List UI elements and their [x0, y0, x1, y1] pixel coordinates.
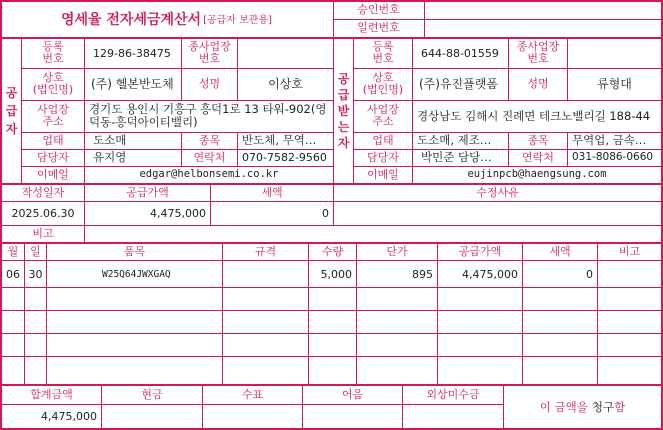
supplier-name: (주) 헬본반도체: [91, 76, 174, 91]
claim-statement: [504, 386, 661, 428]
receiver-phone-label: 연락처: [522, 150, 554, 164]
title-sub: [공급자 보관용]: [203, 15, 273, 26]
receiver-branch-label: 종사업장 번호: [516, 40, 560, 65]
receiver-email[interactable]: eujinpcb@haengsung.com: [467, 168, 607, 180]
receiver-item: 무역업, 금속…: [572, 133, 647, 147]
check-label: 수표: [241, 388, 264, 401]
claim-word: 청구: [591, 400, 615, 414]
receiver-address-label: 사업장 주소: [367, 103, 399, 128]
supplier-reg-no-label: 등록 번호: [42, 40, 64, 65]
supplier-branch-label: 종사업장 번호: [188, 40, 231, 65]
supplier-ceo: 이상호: [268, 76, 303, 91]
supplier-biz-type-label: 업태: [42, 133, 64, 147]
supplier-name-label: 상호 (법인명): [32, 71, 74, 96]
supplier-section-label: 공 급 자: [5, 85, 18, 136]
row-spec: [223, 261, 308, 287]
receiver-biz-type-label: 업태: [372, 133, 394, 147]
receiver-item-label: 종목: [527, 133, 549, 147]
note-label: 비고: [32, 227, 54, 240]
col-header-tax: 세액: [549, 244, 571, 258]
supplier-reg-no: 129-86-38475: [93, 46, 171, 60]
receiver-contact-label: 담당자: [367, 150, 399, 164]
supplier-phone: 070-7582-9560: [242, 151, 327, 164]
check-amount: [203, 405, 302, 428]
col-header-day: 일: [30, 244, 41, 258]
row-supply: 4,475,000: [462, 267, 518, 281]
receiver-phone: 031-8086-0660: [572, 151, 654, 163]
row-item-name: W25Q64JWXGAQ: [102, 268, 171, 280]
receiver-address: 경상남도 김해시 진례면 테크노밸리길 188-44: [417, 108, 651, 123]
row-tax: 0: [586, 267, 593, 281]
col-header-month: 월: [7, 244, 19, 258]
supplier-biz-type: 도소매: [93, 133, 127, 147]
supplier-item: 반도체, 무역…: [242, 133, 317, 147]
row-price: 895: [412, 267, 433, 281]
receiver-biz-type: 도소매, 제조…: [417, 133, 492, 147]
supplier-email-label: 이메일: [37, 167, 69, 181]
supplier-email[interactable]: edgar@helbonsemi.co.kr: [139, 168, 279, 180]
total-label: 합계금액: [30, 388, 73, 401]
receiver-branch-no: [568, 38, 661, 68]
row-note: [598, 261, 661, 287]
receiver-reg-no-label: 등록 번호: [372, 40, 394, 65]
supplier-contact-label: 담당자: [37, 150, 69, 164]
serial-no-label: 일련번호: [357, 21, 400, 34]
tax-amount: 0: [322, 207, 329, 220]
credit-amount: [403, 405, 503, 428]
col-header-qty: 수량: [321, 244, 344, 258]
issue-date: 2025.06.30: [11, 207, 75, 220]
supplier-ceo-label: 성명: [198, 77, 221, 90]
cash-label: 현금: [141, 388, 163, 401]
credit-label: 외상미수금: [426, 388, 480, 401]
supplier-phone-label: 연락처: [193, 150, 226, 164]
receiver-email-label: 이메일: [367, 167, 399, 181]
col-header-supply: 공급가액: [458, 244, 502, 258]
supplier-branch-no: [238, 38, 333, 68]
approval-no-label: 승인번호: [357, 2, 400, 16]
receiver-name-label: 상호 (법인명): [362, 71, 404, 96]
reason-label: 수정사유: [476, 185, 519, 199]
supplier-address: 경기도 용인시 기흥구 흥덕1로 13 타워-902(영덕동-흥덕아이티밸리): [89, 102, 327, 129]
supply-label: 공급가액: [126, 185, 169, 199]
supplier-address-label: 사업장 주소: [37, 103, 69, 128]
receiver-ceo: 류형대: [597, 76, 632, 91]
date-label: 작성일자: [21, 185, 65, 199]
supplier-contact: 유지영: [93, 150, 127, 164]
bill-amount: [303, 405, 402, 428]
receiver-ceo-label: 성명: [527, 77, 549, 90]
claim-prefix: 이 금액을: [539, 400, 588, 414]
document-title: [0, 0, 333, 37]
col-header-item: 품목: [123, 244, 146, 258]
receiver-reg-no: 644-88-01559: [421, 46, 499, 60]
col-header-note: 비고: [618, 244, 641, 258]
row-month: 06: [6, 267, 20, 281]
reason-value: [334, 202, 661, 225]
row-qty: 5,000: [320, 267, 352, 281]
total-amount: 4,475,000: [41, 410, 97, 423]
title-main: 영세율 전자세금계산서: [60, 11, 202, 28]
cash-amount: [102, 405, 202, 428]
receiver-name: (주)유진플랫폼: [419, 76, 498, 91]
receiver-contact: 박민준 담당…: [421, 150, 492, 164]
receiver-section-label: 공 급 받 는 자: [337, 71, 350, 150]
tax-label: 세액: [261, 185, 283, 199]
bill-label: 어음: [341, 388, 364, 401]
supplier-item-label: 종목: [198, 133, 221, 147]
col-header-spec: 규격: [254, 244, 277, 258]
row-day: 30: [28, 267, 43, 281]
note-value: [85, 226, 661, 242]
supply-amount: 4,475,000: [150, 207, 206, 220]
claim-suffix: 함: [614, 400, 626, 414]
col-header-price: 단가: [386, 244, 408, 258]
